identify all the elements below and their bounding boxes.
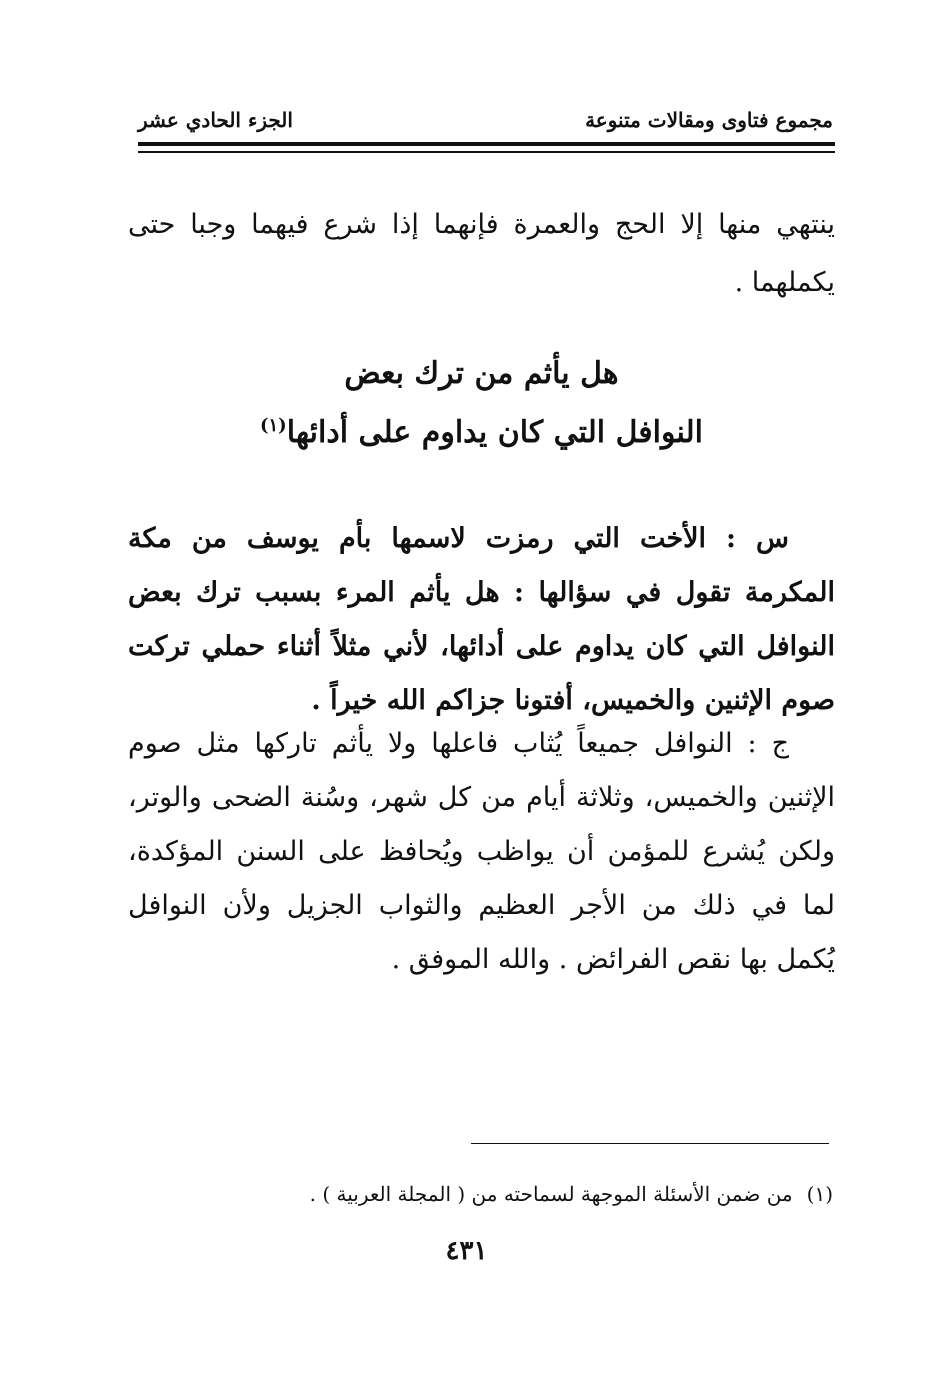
answer-text: ج : النوافل جميعاً يُثاب فاعلها ولا يأثم تاركها مثل صوم الإثنين والخميس، وثلاثة أيام من كل شهر، وسُنة الضحى والوتر، ولكن يُشرع للمؤمن أن يواظب ويُحافظ على السنن المؤكدة، لما في ذلك من الأجر العظيم والثواب الجزيل ولأن النوافل يُكمل بها نقص الفرائض . والله الموفق . xyxy=(128,728,835,975)
section-title-line-1: هل يأثم من ترك بعض xyxy=(344,356,619,391)
footnote-number: (١) xyxy=(806,1182,833,1206)
header-rule-thick xyxy=(138,142,835,146)
intro-paragraph: ينتهي منها إلا الحج والعمرة فإنهما إذا شرع فيهما وجبا حتى يكملهما . xyxy=(128,209,835,298)
question-paragraph xyxy=(128,512,835,728)
section-title-line-2 xyxy=(128,400,835,459)
page-number: ٤٣١ xyxy=(445,1236,488,1266)
section-title xyxy=(128,348,835,459)
footnote xyxy=(310,1182,833,1206)
book-title: مجموع فتاوى ومقالات متنوعة xyxy=(585,108,833,132)
footnote-reference[interactable]: (١) xyxy=(259,415,287,436)
footnote-separator xyxy=(471,1143,829,1144)
answer-paragraph xyxy=(128,717,835,987)
running-header xyxy=(138,108,833,138)
header-rule-thin xyxy=(138,151,835,153)
section-title-line-2-text: النوافل التي كان يداوم على أدائها xyxy=(286,415,704,450)
footnote-text: من ضمن الأسئلة الموجهة لسماحته من ( المجلة العربية ) . xyxy=(309,1182,793,1206)
question-text: س : الأخت التي رمزت لاسمها بأم يوسف من مكة المكرمة تقول في سؤالها : هل يأثم المرء بسبب ترك بعض النوافل التي كان يداوم على أدائها، لأني مثلاً أثناء حملي تركت صوم الإثنين والخميس، أفتونا جزاكم الله خيراً . xyxy=(128,523,835,716)
volume-label: الجزء الحادي عشر xyxy=(138,108,293,132)
